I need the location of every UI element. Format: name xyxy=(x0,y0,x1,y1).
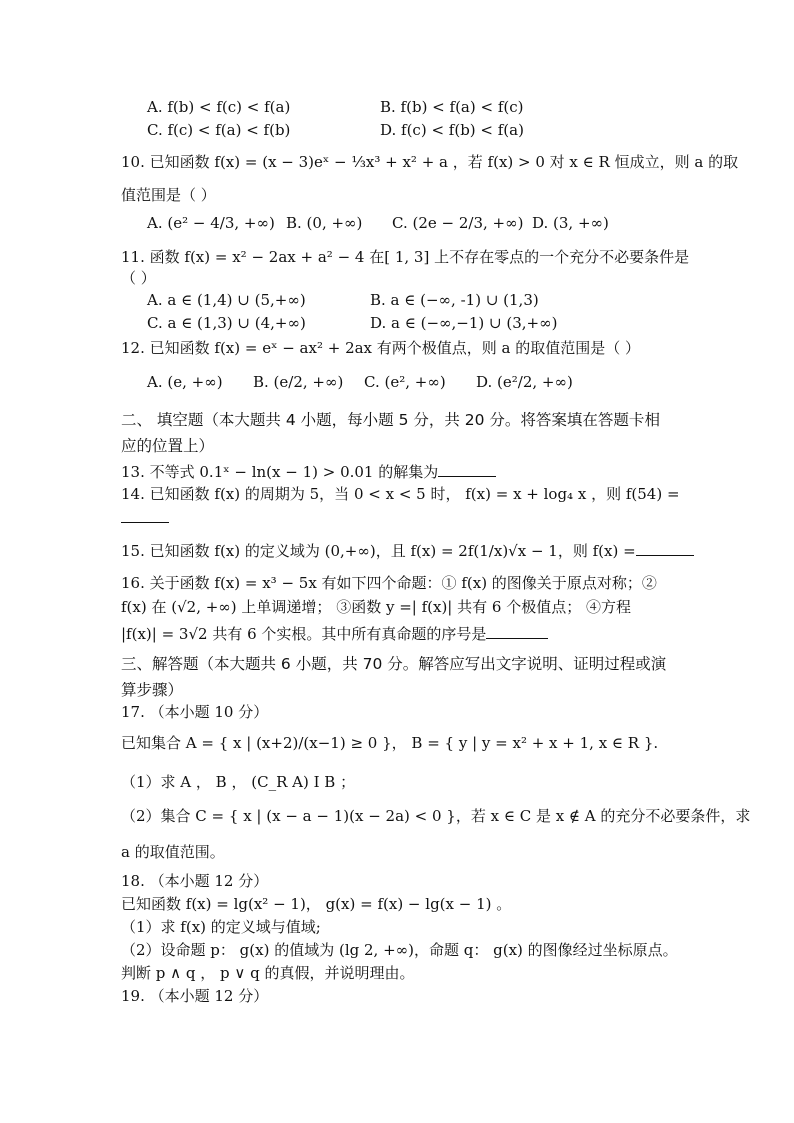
q16-stem-line2: f(x) 在 (√2, +∞) 上单调递增； ③函数 y =| f(x)| 共有 6 个极值点； ④方程 xyxy=(121,598,631,616)
q9-option-d: D. f(c) < f(b) < f(a) xyxy=(380,121,524,139)
q15-answer-blank xyxy=(636,539,694,556)
q9-option-c: C. f(c) < f(a) < f(b) xyxy=(147,121,291,139)
q18-part1: （1）求 f(x) 的定义域与值域; xyxy=(121,918,321,936)
q16-stem-line1: 16. 关于函数 f(x) = x³ − 5x 有如下四个命题：① f(x) 的图像关于原点对称；② xyxy=(121,574,657,592)
q18-part2-line2: 判断 p ∧ q ， p ∨ q 的真假，并说明理由。 xyxy=(121,964,415,982)
q15-stem xyxy=(121,539,694,561)
section-2-heading-line2: 应的位置上） xyxy=(121,437,215,455)
q18-header: 18. （本小题 12 分） xyxy=(121,872,269,890)
section-3-heading-line2: 算步骤） xyxy=(121,681,184,699)
q9-option-b: B. f(b) < f(a) < f(c) xyxy=(380,98,524,116)
q10-option-c: C. (2e − 2/3, +∞) xyxy=(392,214,524,232)
q15-text: 15. 已知函数 f(x) 的定义域为 (0,+∞)，且 f(x) = 2f(1/x)√x − 1，则 f(x) = xyxy=(121,542,636,560)
q17-header: 17. （本小题 10 分） xyxy=(121,703,269,721)
q17-part1: （1）求 A ， B ， (C_R A) I B ； xyxy=(121,773,356,791)
section-3-heading-line1: 三、解答题（本大题共 6 小题，共 70 分。解答应写出文字说明、证明过程或演 xyxy=(121,655,667,673)
q13-text: 13. 不等式 0.1ˣ − ln(x − 1) > 0.01 的解集为 xyxy=(121,463,439,481)
q10-stem-line2: 值范围是（ ） xyxy=(121,186,216,204)
q12-option-b: B. (e/2, +∞) xyxy=(253,373,344,391)
q18-functions: 已知函数 f(x) = lg(x² − 1)， g(x) = f(x) − lg(x − 1) 。 xyxy=(121,895,512,913)
q11-option-d: D. a ∈ (−∞,−1) ∪ (3,+∞) xyxy=(370,314,558,332)
q16-answer-blank xyxy=(486,622,548,639)
q9-option-a: A. f(b) < f(c) < f(a) xyxy=(147,98,291,116)
q18-part2-line1: （2）设命题 p： g(x) 的值域为 (lg 2, +∞)，命题 q： g(x) 的图像经过坐标原点。 xyxy=(121,941,678,959)
q11-option-b: B. a ∈ (−∞, -1) ∪ (1,3) xyxy=(370,291,539,309)
q14-answer-blank xyxy=(121,506,169,523)
q19-header: 19. （本小题 12 分） xyxy=(121,987,269,1005)
q10-stem-line1: 10. 已知函数 f(x) = (x − 3)eˣ − ⅓x³ + x² + a ，若 f(x) > 0 对 x ∈ R 恒成立，则 a 的取 xyxy=(121,153,739,171)
q12-option-d: D. (e²/2, +∞) xyxy=(476,373,573,391)
q12-option-a: A. (e, +∞) xyxy=(147,373,223,391)
q10-option-a: A. (e² − 4/3, +∞) xyxy=(147,214,275,232)
q17-part2-line1: （2）集合 C = { x | (x − a − 1)(x − 2a) < 0 }，若 x ∈ C 是 x ∉ A 的充分不必要条件，求 xyxy=(121,807,751,825)
q12-option-c: C. (e², +∞) xyxy=(364,373,446,391)
q11-stem-line1: 11. 函数 f(x) = x² − 2ax + a² − 4 在[ 1, 3] 上不存在零点的一个充分不必要条件是 xyxy=(121,248,690,266)
q10-option-b: B. (0, +∞) xyxy=(286,214,363,232)
section-2-heading-line1: 二、 填空题（本大题共 4 小题，每小题 5 分，共 20 分。将答案填在答题卡相 xyxy=(121,411,660,429)
q13-stem xyxy=(121,460,496,482)
q10-option-d: D. (3, +∞) xyxy=(532,214,609,232)
q11-option-a: A. a ∈ (1,4) ∪ (5,+∞) xyxy=(147,291,306,309)
q13-answer-blank xyxy=(438,460,496,477)
q16-stem-line3 xyxy=(121,622,548,644)
q14-answer-line xyxy=(121,506,169,528)
q14-stem: 14. 已知函数 f(x) 的周期为 5，当 0 < x < 5 时， f(x) = x + log₄ x ，则 f(54) = xyxy=(121,485,680,503)
q11-stem-line2: （ ） xyxy=(121,269,156,287)
q17-sets: 已知集合 A = { x | (x+2)/(x−1) ≥ 0 }， B = { y | y = x² + x + 1, x ∈ R }. xyxy=(121,734,659,752)
q12-stem: 12. 已知函数 f(x) = eˣ − ax² + 2ax 有两个极值点，则 a 的取值范围是（ ） xyxy=(121,339,641,357)
q16-text: |f(x)| = 3√2 共有 6 个实根。其中所有真命题的序号是 xyxy=(121,625,487,643)
q11-option-c: C. a ∈ (1,3) ∪ (4,+∞) xyxy=(147,314,306,332)
q17-part2-line2: a 的取值范围。 xyxy=(121,843,225,861)
